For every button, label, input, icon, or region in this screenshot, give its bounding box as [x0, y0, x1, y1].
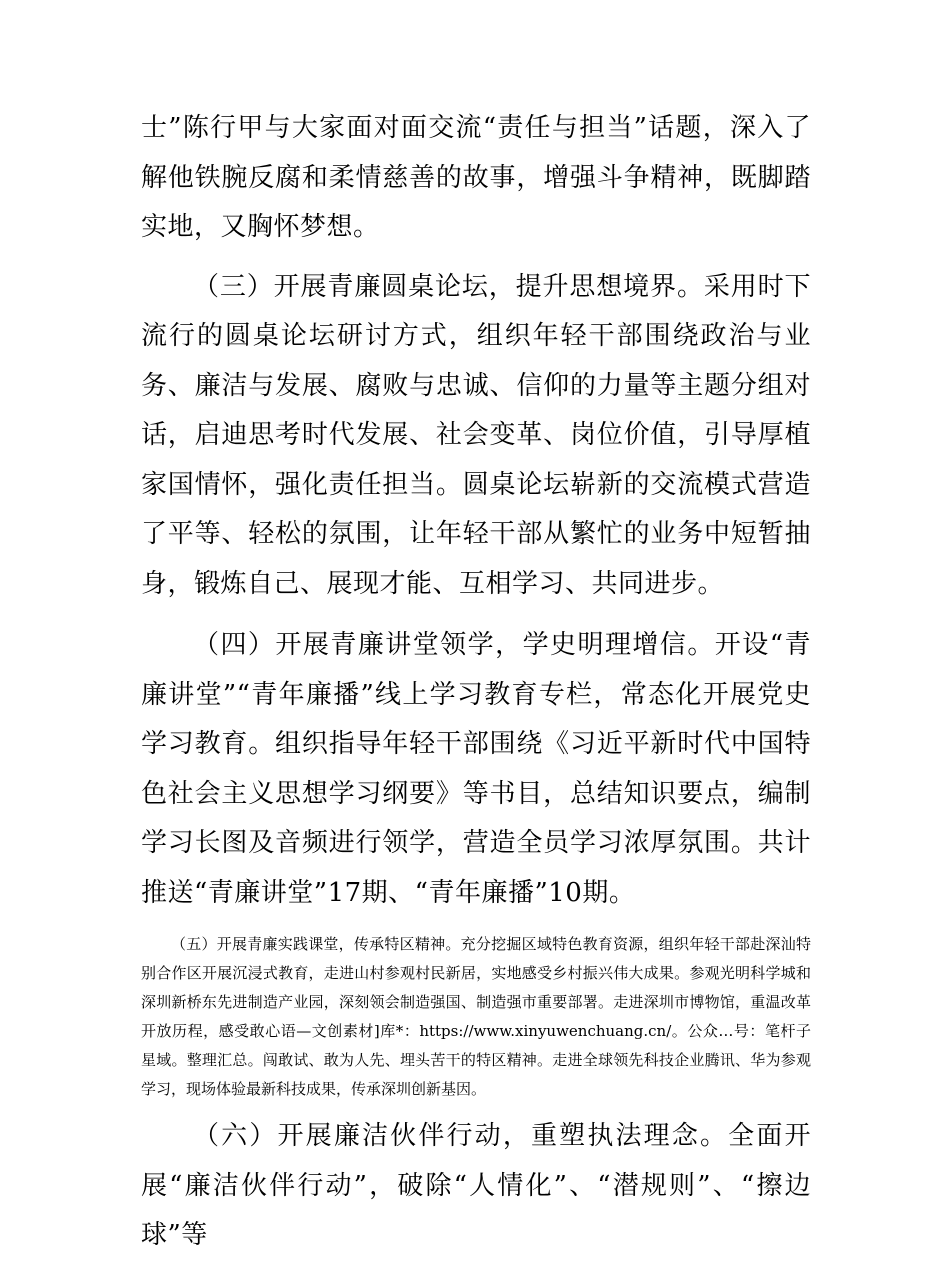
- paragraph-section-3: （三）开展青廉圆桌论坛，提升思想境界。采用时下流行的圆桌论坛研讨方式，组织年轻干部围绕政治与业务、廉洁与发展、腐败与忠诚、信仰的力量等主题分组对话，启迪思考时代发展、社会变革、岗位价值，引导厚植家国情怀，强化责任担当。圆桌论坛崭新的交流模式营造了平等、轻松的氛围，让年轻干部从繁忙的业务中短暂抽身，锻炼自己、展现才能、互相学习、共同进步。: [141, 271, 811, 599]
- document-page: [141, 104, 811, 1261]
- paragraph-section-4: （四）开展青廉讲堂领学，学史明理增信。开设“青廉讲堂”“青年廉播”线上学习教育专栏，常态化开展党史学习教育。组织指导年轻干部围绕《习近平新时代中国特色社会主义思想学习纲要》等书目，总结知识要点，编制学习长图及音频进行领学，营造全员学习浓厚氛围。共计推送“青廉讲堂”17期、“青年廉播”10期。: [141, 630, 811, 908]
- paragraph-section-6: （六）开展廉洁伙伴行动，重塑执法理念。全面开展“廉洁伙伴行动”，破除“人情化”、“潜规则”、“擦边球”等: [141, 1121, 811, 1250]
- paragraph-continuation: 士”陈行甲与大家面对面交流“责任与担当”话题，深入了解他铁腕反腐和柔情慈善的故事，增强斗争精神，既脚踏实地，又胸怀梦想。: [141, 113, 811, 242]
- paragraph-section-5: （五）开展青廉实践课堂，传承特区精神。充分挖掘区域特色教育资源，组织年轻干部赴深汕特别合作区开展沉浸式教育，走进山村参观村民新居，实地感受乡村振兴伟大成果。参观光明科学城和深圳新桥东先进制造产业园，深刻领会制造强国、制造强市重要部署。走进深圳市博物馆，重温改革开放历程，感受敢心语—文创素材]库*：https://www.xinyuwenchuang.cn/。公众…号：笔杆子星域。整理汇总。闯敢试、敢为人先、埋头苦干的特区精神。走进全球领先科技企业腾讯、华为参观学习，现场体验最新科技成果，传承深圳创新基因。: [141, 935, 811, 1098]
